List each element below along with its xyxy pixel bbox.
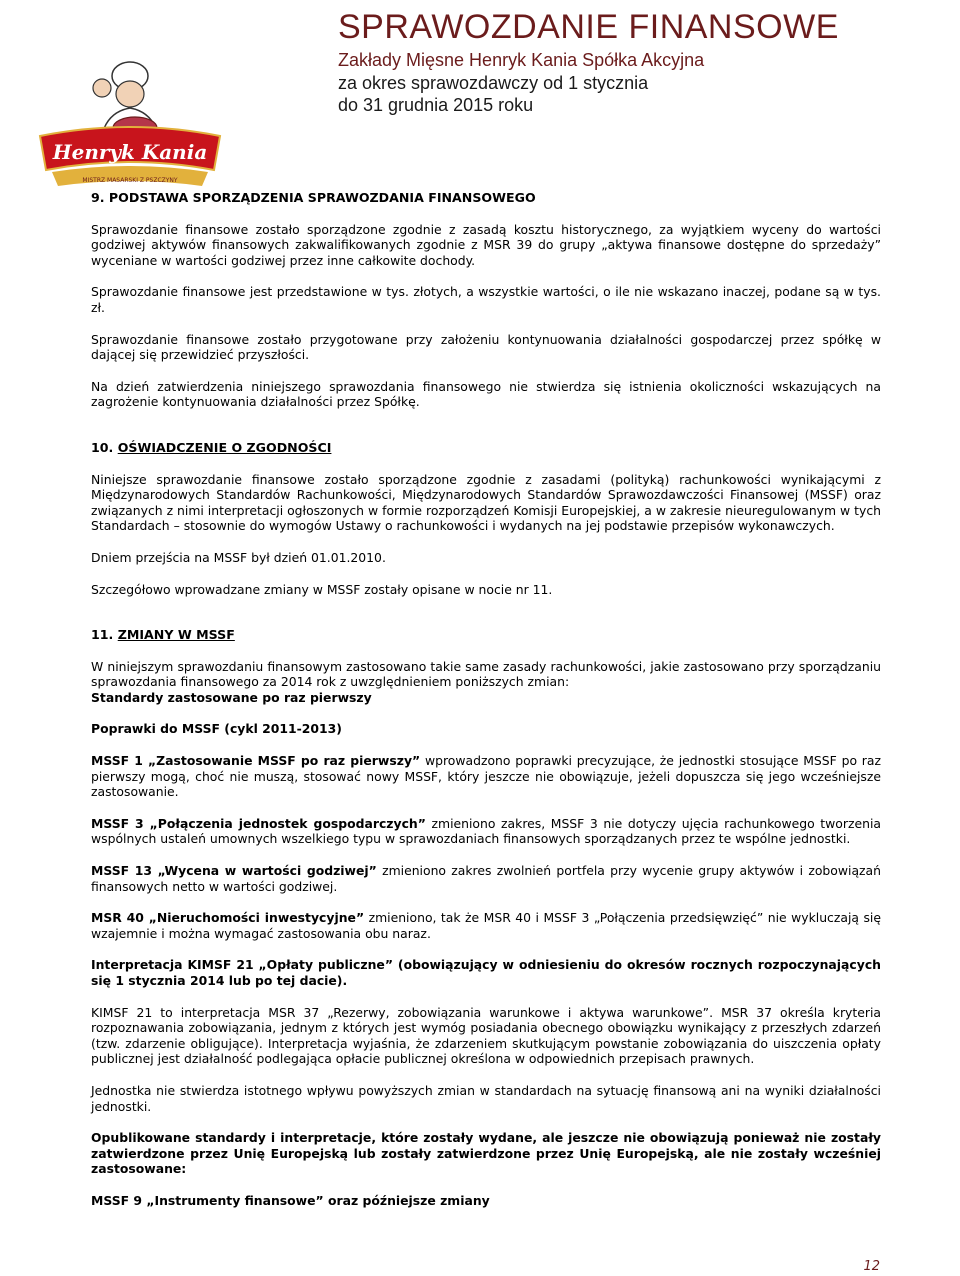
s11-item-kimsf21-text: KIMSF 21 to interpretacja MSR 37 „Rezerwy, zobowiązania warunkowe i aktywa warunkowe”. MSR 37 określa kryteria rozpoznawania zobowiązania, jednym z których jest wymóg posiadania obecnego obowiązku wynikający z przeszłych zdarzeń (tzw. zdarzenie obligujące). Interpretacja wyjaśnia, że zdarzeniem skutkującym powstanie zobowiązania do uiszczenia opłaty publicznej jest działalność podlegająca opłacie publicznej określona w odpowiednich przepisach prawnych. (91, 1004, 881, 1067)
s11-item-kimsf21-heading: Interpretacja KIMSF 21 „Opłaty publiczne” (obowiązujący w odniesieniu do okresów rocznych rozpoczynających się 1 stycznia 2014 lub po tej dacie). (91, 957, 881, 988)
s11-item-mssf1-title: MSSF 1 „Zastosowanie MSSF po raz pierwszy” (91, 753, 421, 769)
period-line-2: do 31 grudnia 2015 roku (338, 95, 534, 115)
section-10-title: OŚWIADCZENIE O ZGODNOŚCI (117, 439, 332, 455)
s11-item-mssf13-title: MSSF 13 „Wycena w wartości godziwej” (91, 863, 377, 879)
s11-improvements-heading: Poprawki do MSSF (cykl 2011-2013) (91, 721, 342, 737)
s11-impact-statement: Jednostka nie stwierdza istotnego wpływu powyższych zmian w standardach na sytuację finansową ani na wyniki działalności jednostki. (91, 1082, 881, 1114)
s11-paragraph-1-text: W niniejszym sprawozdaniu finansowym zastosowano takie same zasady rachunkowości, jakie zastosowano przy sporządzaniu sprawozdania finansowego za 2014 rok z uwzględnieniem poniższych zmian: (91, 658, 881, 690)
henryk-kania-logo (30, 58, 230, 190)
page-header (0, 0, 960, 190)
s9-paragraph-4: Na dzień zatwierdzenia niniejszego sprawozdania finansowego nie stwierdza się istnienia okoliczności wskazujących na zagrożenie kontynuowania działalności przez Spółkę. (91, 378, 881, 410)
section-11-heading (91, 627, 881, 643)
document-body (91, 190, 881, 1209)
s9-paragraph-1: Sprawozdanie finansowe zostało sporządzone zgodnie z zasadą kosztu historycznego, za wyjątkiem wyceny do wartości godziwej aktywów finansowych zakwalifikowanych zgodnie z MSR 39 do grupy „aktywa finansowe dostępne do sprzedaży” wyceniane w wartości godziwej przez inne całkowite dochody. (91, 221, 881, 268)
s9-paragraph-3: Sprawozdanie finansowe zostało przygotowane przy założeniu kontynuowania działalności gospodarczej przez spółkę w dającej się przewidzieć przyszłości. (91, 331, 881, 363)
section-9-heading: 9. PODSTAWA SPORZĄDZENIA SPRAWOZDANIA FINANSOWEGO (91, 190, 536, 205)
section-10-number: 10. (91, 439, 114, 455)
logo-ribbon-text: MISTRZ MASARSKI Z PSZCZYNY (82, 177, 178, 184)
s11-published-standards-heading: Opublikowane standardy i interpretacje, które zostały wydane, ale jeszcze nie obowiązują ponieważ nie zostały zatwierdzone przez Unię Europejską lub zostały zatwierdzone przez Unię Europejską, ale nie zostały wcześniej zastosowane: (91, 1130, 881, 1177)
s11-paragraph-1 (91, 659, 881, 706)
s10-paragraph-1: Niniejsze sprawozdanie finansowe zostało sporządzone zgodnie z zasadami (polityką) rachunkowości wynikającymi z Międzynarodowych Standardów Rachunkowości, Międzynarodowych Standardów Sprawozdawczości Finansowej (MSSF) oraz związanych z nimi interpretacji ogłoszonych w formie rozporządzeń Komisji Europejskiej, a w zakresie nieuregulowanym w tych Standardach – stosownie do wymogów Ustawy o rachunkowości i wydanych na jej podstawie przepisów wykonawczych. (91, 471, 881, 534)
s10-paragraph-3: Szczegółowo wprowadzane zmiany w MSSF zostały opisane w nocie nr 11. (91, 581, 553, 597)
s11-first-time-standards: Standardy zastosowane po raz pierwszy (91, 689, 372, 705)
s11-item-mssf3-title: MSSF 3 „Połączenia jednostek gospodarczych” (91, 815, 426, 831)
s11-item-mssf3 (91, 816, 881, 847)
s11-item-mssf1-text: wprowadzono poprawki precyzujące, że jednostki stosujące MSSF po raz pierwszy mogą, choć nie muszą, stosować nowy MSSF, który jeszcze nie obowiązuje, jeżeli dopuszcza się jego wcześniejsze zastosowanie. (91, 753, 881, 800)
page-number: 12 (863, 1259, 880, 1274)
s11-item-mssf1 (91, 753, 881, 800)
s11-item-mssf13 (91, 863, 881, 894)
s11-item-msr40-title: MSR 40 „Nieruchomości inwestycyjne” (91, 910, 365, 926)
s10-paragraph-2: Dniem przejścia na MSSF był dzień 01.01.2010. (91, 549, 386, 565)
s9-paragraph-2: Sprawozdanie finansowe jest przedstawione w tys. złotych, a wszystkie wartości, o ile nie wskazano inaczej, podane są w tys. zł. (91, 284, 881, 315)
s11-item-mssf3-text: zmieniono zakres, MSSF 3 nie dotyczy ujęcia rachunkowego tworzenia wspólnych ustaleń umownych wszelkiego typu w sprawozdaniach finansowych sporządzanych przez te wspólne jednostki. (91, 815, 881, 847)
s11-item-mssf13-text: zmieniono zakres zwolnień portfela przy wycenie grupy aktywów i zobowiązań finansowych netto w wartości godziwej. (91, 863, 881, 894)
s11-item-mssf9: MSSF 9 „Instrumenty finansowe” oraz późniejsze zmiany (91, 1192, 490, 1208)
section-11-number: 11. (91, 627, 114, 643)
header-titles (338, 8, 938, 116)
logo-text: Henryk Kania (52, 140, 208, 164)
s11-item-msr40 (91, 910, 881, 941)
period-line-1: za okres sprawozdawczy od 1 stycznia (338, 73, 649, 93)
section-11-title: ZMIANY W MSSF (117, 627, 235, 643)
report-title: SPRAWOZDANIE FINANSOWE (338, 8, 839, 46)
section-10-heading (91, 440, 881, 456)
s11-item-msr40-text: zmieniono, tak że MSR 40 i MSSF 3 „Połączenia przedsięwzięć” nie wykluczają się wzajemnie i można wymagać zastosowania obu naraz. (91, 910, 881, 941)
company-name: Zakłady Mięsne Henryk Kania Spółka Akcyjna (338, 50, 705, 70)
